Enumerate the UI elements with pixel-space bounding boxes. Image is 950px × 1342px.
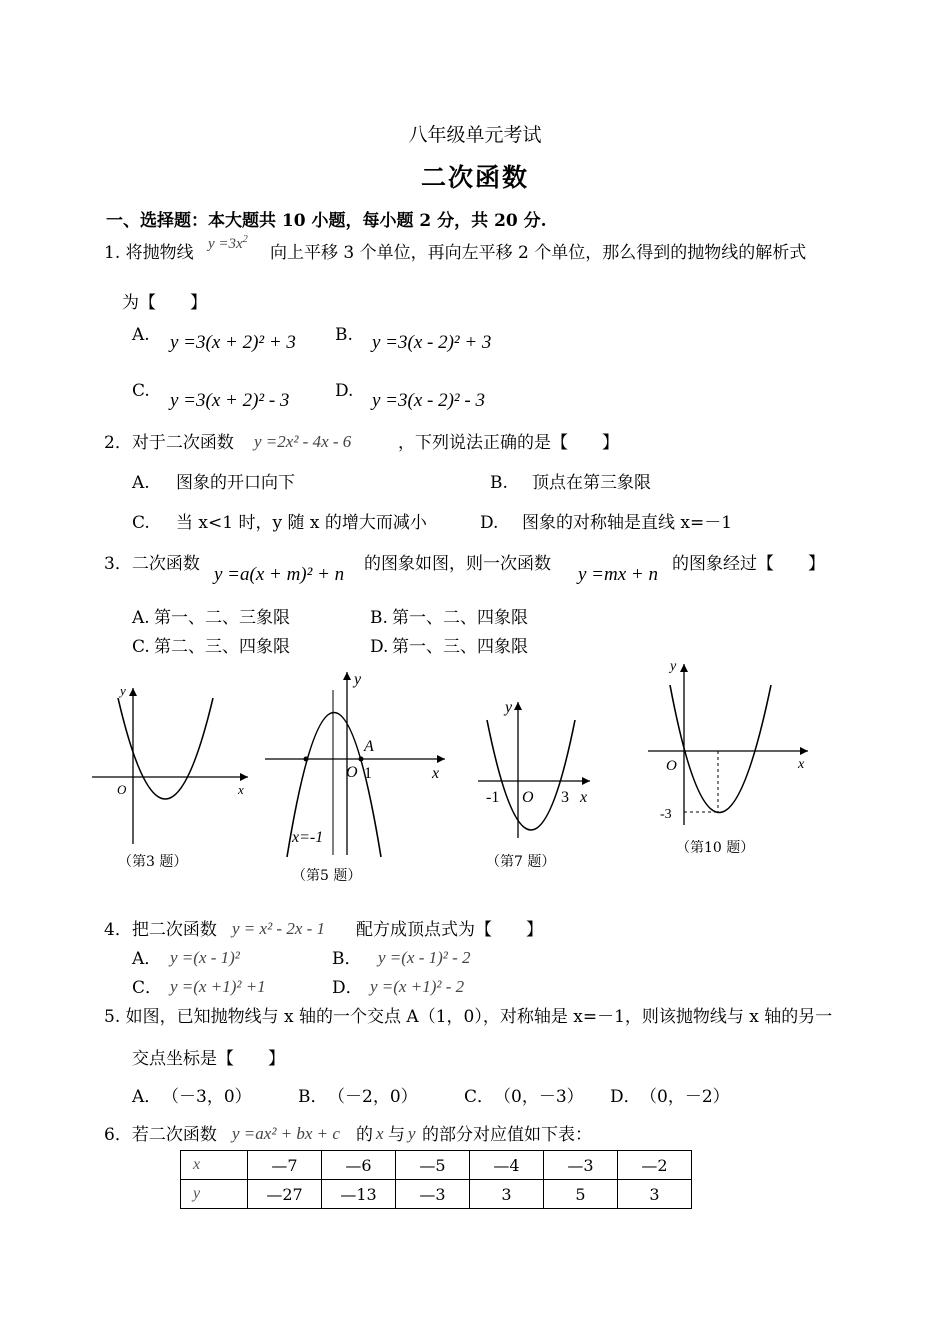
fig10-y-label: y: [670, 659, 677, 674]
q3-stem-mid: 的图象如图，则一次函数: [364, 554, 551, 574]
fig5-left-intercept: [304, 757, 309, 762]
q1-option-b-label: B.: [335, 325, 353, 345]
fig5-caption: （第5 题）: [292, 868, 362, 884]
q3-option-d: 第一、三、四象限: [392, 637, 528, 657]
q6-stem-end: 的部分对应值如下表：: [422, 1125, 592, 1145]
fig3-origin-label: O: [117, 782, 127, 797]
fig10-caption: （第10 题）: [676, 840, 755, 856]
q2-stem-rest: ，下列说法正确的是【 】: [398, 433, 619, 453]
section-heading: 一、选择题：本大题共 10 小题，每小题 2 分，共 20 分.: [106, 211, 547, 231]
fig7-caption: （第7 题）: [486, 854, 556, 870]
q1-option-d: y =3(x - 2)² - 3: [372, 390, 485, 411]
figure-q10: [648, 659, 808, 856]
q1-option-c-label: C.: [132, 381, 150, 401]
q4-option-b-label: B．: [332, 949, 362, 969]
fig7-x-arrow: [582, 777, 590, 785]
q6-stem-de: 的: [356, 1125, 373, 1145]
table-cell: —3: [544, 1151, 618, 1180]
fig10-parabola: [670, 685, 771, 813]
q3-option-b: 第一、二、四象限: [392, 608, 528, 628]
fig3-y-label: y: [120, 683, 126, 698]
fig3-x-label: x: [238, 782, 244, 797]
q4-stem-rest: 配方成顶点式为【 】: [356, 920, 543, 940]
fig3-x-arrow: [240, 773, 248, 781]
table-cell: —6: [322, 1151, 396, 1180]
q1-option-d-label: D.: [335, 381, 354, 401]
q3-formula-2: y =mx + n: [578, 564, 658, 585]
q1-option-c: y =3(x + 2)² - 3: [170, 390, 290, 411]
q1-formula: $y =3x^2$: [208, 234, 248, 252]
figures-row: [0, 650, 950, 900]
q5-option-b-label: B．: [298, 1087, 328, 1107]
q3-option-d-label: D.: [370, 637, 389, 657]
q1-stem-end: 为【 】: [122, 293, 207, 313]
q5-stem-end: 交点坐标是【 】: [132, 1049, 285, 1069]
q6-var-y: y: [408, 1124, 416, 1143]
fig5-x-label: x: [432, 765, 440, 782]
fig5-y-label: y: [354, 671, 362, 688]
fig7-x-label: x: [580, 789, 588, 806]
table-cell: —2: [618, 1151, 692, 1180]
q1-stem-rest: 向上平移 3 个单位，再向左平移 2 个单位，那么得到的抛物线的解析式: [270, 243, 807, 263]
q2-formula: y =2x² - 4x - 6: [254, 432, 352, 451]
page-title: 二次函数: [420, 163, 529, 192]
fig5-point-a: [359, 757, 364, 762]
table-cell: —27: [248, 1180, 322, 1209]
fig7-origin-label: O: [522, 789, 534, 806]
q5-option-c: （0，－3）: [494, 1087, 584, 1107]
q6-stem-yu: 与: [388, 1125, 405, 1145]
table-head-y: y: [181, 1180, 248, 1209]
table-cell: —7: [248, 1151, 322, 1180]
q5-option-b: （－2，0）: [328, 1087, 418, 1107]
fig10-x-label: x: [798, 757, 805, 772]
table-row-y: [181, 1180, 692, 1209]
figure-q7: [478, 699, 590, 870]
fig3-parabola: [118, 698, 213, 799]
value-table: [180, 1150, 692, 1209]
q5-option-c-label: C．: [464, 1087, 495, 1107]
table-cell: 5: [544, 1180, 618, 1209]
fig5-y-arrow: [343, 672, 351, 680]
q4-option-c: y =(x +1)² +1: [170, 977, 266, 996]
fig10-y-arrow: [680, 664, 688, 672]
q4-option-c-label: C．: [132, 978, 163, 998]
q5-stem: 5. 如图，已知抛物线与 x 轴的一个交点 A（1，0），对称轴是 x=－1，则该抛物线与 x 轴的另一: [104, 1007, 833, 1027]
fig5-axis-label: x=-1: [292, 829, 324, 846]
fig7-minus-one-label: -1: [486, 789, 500, 806]
q4-formula: y = x² - 2x - 1: [232, 919, 326, 938]
q3-stem-start: 3．二次函数: [104, 554, 200, 574]
q2-option-a: 图象的开口向下: [176, 473, 295, 493]
fig7-parabola: [487, 720, 575, 830]
q2-option-c: 当 x<1 时，y 随 x 的增大而减小: [176, 513, 427, 533]
q4-option-a-label: A．: [132, 949, 162, 969]
q4-option-d: y =(x +1)² - 2: [370, 977, 465, 996]
table-row-x: [181, 1151, 692, 1180]
q2-option-c-label: C.: [132, 513, 150, 533]
table-cell: —5: [396, 1151, 470, 1180]
q1-option-a-label: A.: [132, 325, 150, 345]
table-cell: 3: [618, 1180, 692, 1209]
fig7-y-arrow: [514, 702, 522, 710]
q3-option-b-label: B.: [370, 608, 388, 628]
fig5-one-label: 1: [364, 765, 372, 782]
q3-formula-1: y =a(x + m)² + n: [214, 564, 345, 585]
q3-option-c-label: C.: [132, 637, 150, 657]
q5-option-a-label: A．: [132, 1087, 162, 1107]
fig7-y-label: y: [505, 699, 513, 716]
q4-stem-start: 4．把二次函数: [104, 920, 217, 940]
fig5-a-label: A: [364, 738, 374, 755]
q5-option-d: （0，－2）: [640, 1087, 730, 1107]
q2-option-b: 顶点在第三象限: [532, 473, 651, 493]
fig5-x-arrow: [437, 755, 445, 763]
fig3-caption: （第3 题）: [118, 854, 188, 870]
table-cell: 3: [470, 1180, 544, 1209]
q3-option-a-label: A.: [132, 608, 150, 628]
q2-option-d-label: D.: [480, 513, 499, 533]
fig7-three-label: 3: [561, 789, 569, 806]
q5-option-d-label: D．: [610, 1087, 641, 1107]
q6-var-x: x: [376, 1124, 384, 1143]
figure-q3: [92, 683, 248, 870]
table-cell: —4: [470, 1151, 544, 1180]
q4-option-d-label: D．: [332, 978, 363, 998]
q2-stem-start: 2．对于二次函数: [104, 433, 234, 453]
q1-option-b: y =3(x - 2)² + 3: [372, 332, 492, 353]
figure-q5: [265, 671, 445, 884]
q2-option-d: 图象的对称轴是直线 x=－1: [522, 513, 733, 533]
q5-option-a: （－3，0）: [162, 1087, 252, 1107]
fig3-y-arrow: [129, 688, 137, 696]
q6-stem-start: 6．若二次函数: [104, 1125, 217, 1145]
q3-option-a: 第一、二、三象限: [154, 608, 290, 628]
q6-formula: y =ax² + bx + c: [232, 1124, 340, 1143]
q4-option-b: y =(x - 1)² - 2: [378, 948, 471, 967]
exam-subtitle: 八年级单元考试: [408, 124, 542, 146]
q1-option-a: y =3(x + 2)² + 3: [170, 332, 296, 353]
q1-stem-start: 1. 将抛物线: [104, 243, 194, 263]
q3-stem-end: 的图象经过【 】: [672, 554, 825, 574]
table-cell: —3: [396, 1180, 470, 1209]
q2-option-b-label: B.: [490, 473, 508, 493]
q2-option-a-label: A.: [132, 473, 150, 493]
q4-option-a: y =(x - 1)²: [170, 948, 240, 967]
table-cell: —13: [322, 1180, 396, 1209]
q3-option-c: 第二、三、四象限: [154, 637, 290, 657]
fig10-x-arrow: [800, 747, 808, 755]
fig5-origin-label: O: [346, 764, 358, 781]
table-head-x: x: [181, 1151, 248, 1180]
fig10-origin-label: O: [666, 758, 677, 774]
fig10-minus-three-label: -3: [660, 807, 672, 822]
